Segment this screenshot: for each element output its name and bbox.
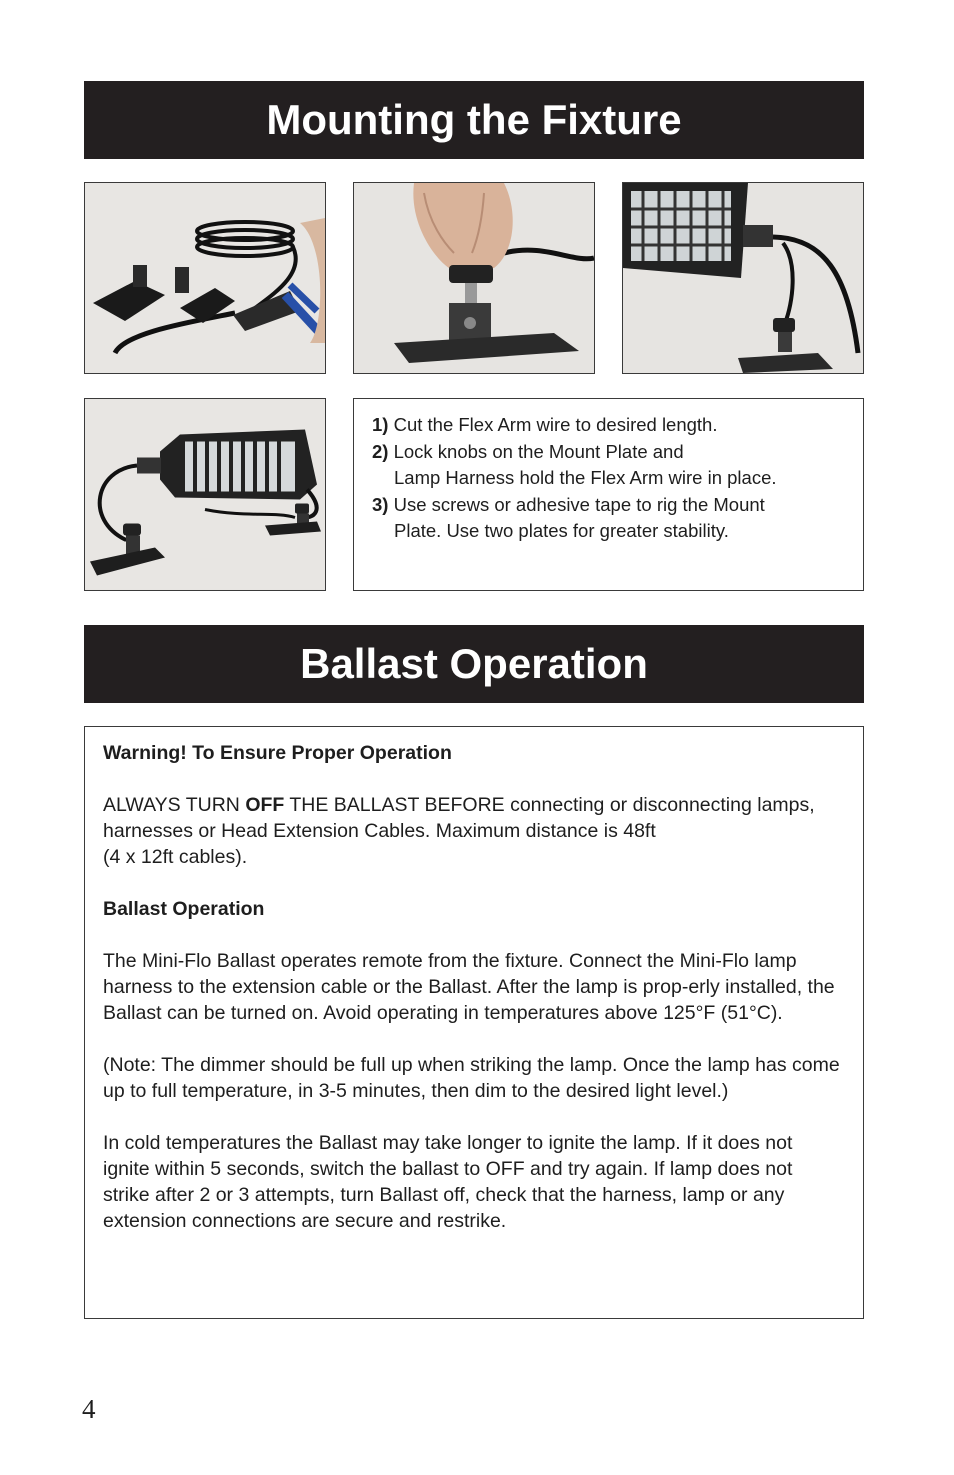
step-3: [372, 492, 863, 545]
ballast-instructions-box: [84, 726, 864, 1319]
photo-cutting-wire: [84, 182, 326, 374]
cold-temperature-paragraph: In cold temperatures the Ballast may take longer to ignite the lamp. If it does not ignite within 5 seconds, switch the ballast to OFF and try again. If lamp does not strike after 2 or 3 attempts, turn Ballast off, check that the harness, lamp or any extension connections are secure and restrike.: [103, 1132, 793, 1232]
step-text: Use screws or adhesive tape to rig the Mount: [393, 493, 765, 515]
photo-lamp-mounted-image: [623, 183, 863, 373]
section-title: Ballast Operation: [300, 640, 648, 687]
step-text-continued: Plate. Use two plates for greater stability.: [394, 520, 729, 541]
warning-off-emphasis: OFF: [245, 794, 285, 816]
photo-lock-knob: [353, 182, 595, 374]
photo-lamp-mounted: [622, 182, 864, 374]
photo-cutting-wire-image: [85, 183, 325, 373]
warning-paragraph: [103, 792, 843, 870]
warning-heading: Warning! To Ensure Proper Operation: [103, 742, 452, 764]
warning-text-pre: ALWAYS TURN: [103, 794, 246, 816]
operation-note-paragraph: (Note: The dimmer should be full up when striking the lamp. Once the lamp has come up to full temperature, in 3-5 minutes, then dim to the desired light level.): [103, 1054, 840, 1102]
photo-lamp-two-plates: [84, 398, 326, 591]
section-banner-ballast: [84, 625, 864, 703]
step-text: Cut the Flex Arm wire to desired length.: [393, 414, 718, 435]
step-number: 1): [372, 414, 389, 435]
operation-paragraph-1: The Mini-Flo Ballast operates remote from the fixture. Connect the Mini-Flo lamp harness to the extension cable or the Ballast. After the lamp is prop-erly installed, the Ballast can be turned on. Avoid operating in temperatures above 125°F (51°C).: [103, 950, 835, 1024]
photo-lamp-two-plates-image: [85, 399, 325, 590]
mounting-steps-box: [353, 398, 864, 591]
warning-text-post: THE BALLAST BEFORE connecting or disconnecting lamps, harnesses or Head Extension Cables. Maximum distance is 48ft: [103, 794, 815, 842]
warning-text-cables: (4 x 12ft cables).: [103, 846, 248, 868]
step-number: 3): [372, 493, 389, 515]
step-1: [372, 412, 863, 439]
step-text: Lock knobs on the Mount Plate and: [393, 440, 684, 462]
section-banner-mounting: [84, 81, 864, 159]
photo-lock-knob-image: [354, 183, 594, 373]
page-number: 4: [82, 1394, 96, 1424]
operation-heading: Ballast Operation: [103, 898, 265, 920]
step-text-continued: Lamp Harness hold the Flex Arm wire in place.: [394, 467, 777, 488]
section-title: Mounting the Fixture: [266, 96, 682, 143]
step-number: 2): [372, 440, 389, 462]
step-2: [372, 439, 863, 492]
